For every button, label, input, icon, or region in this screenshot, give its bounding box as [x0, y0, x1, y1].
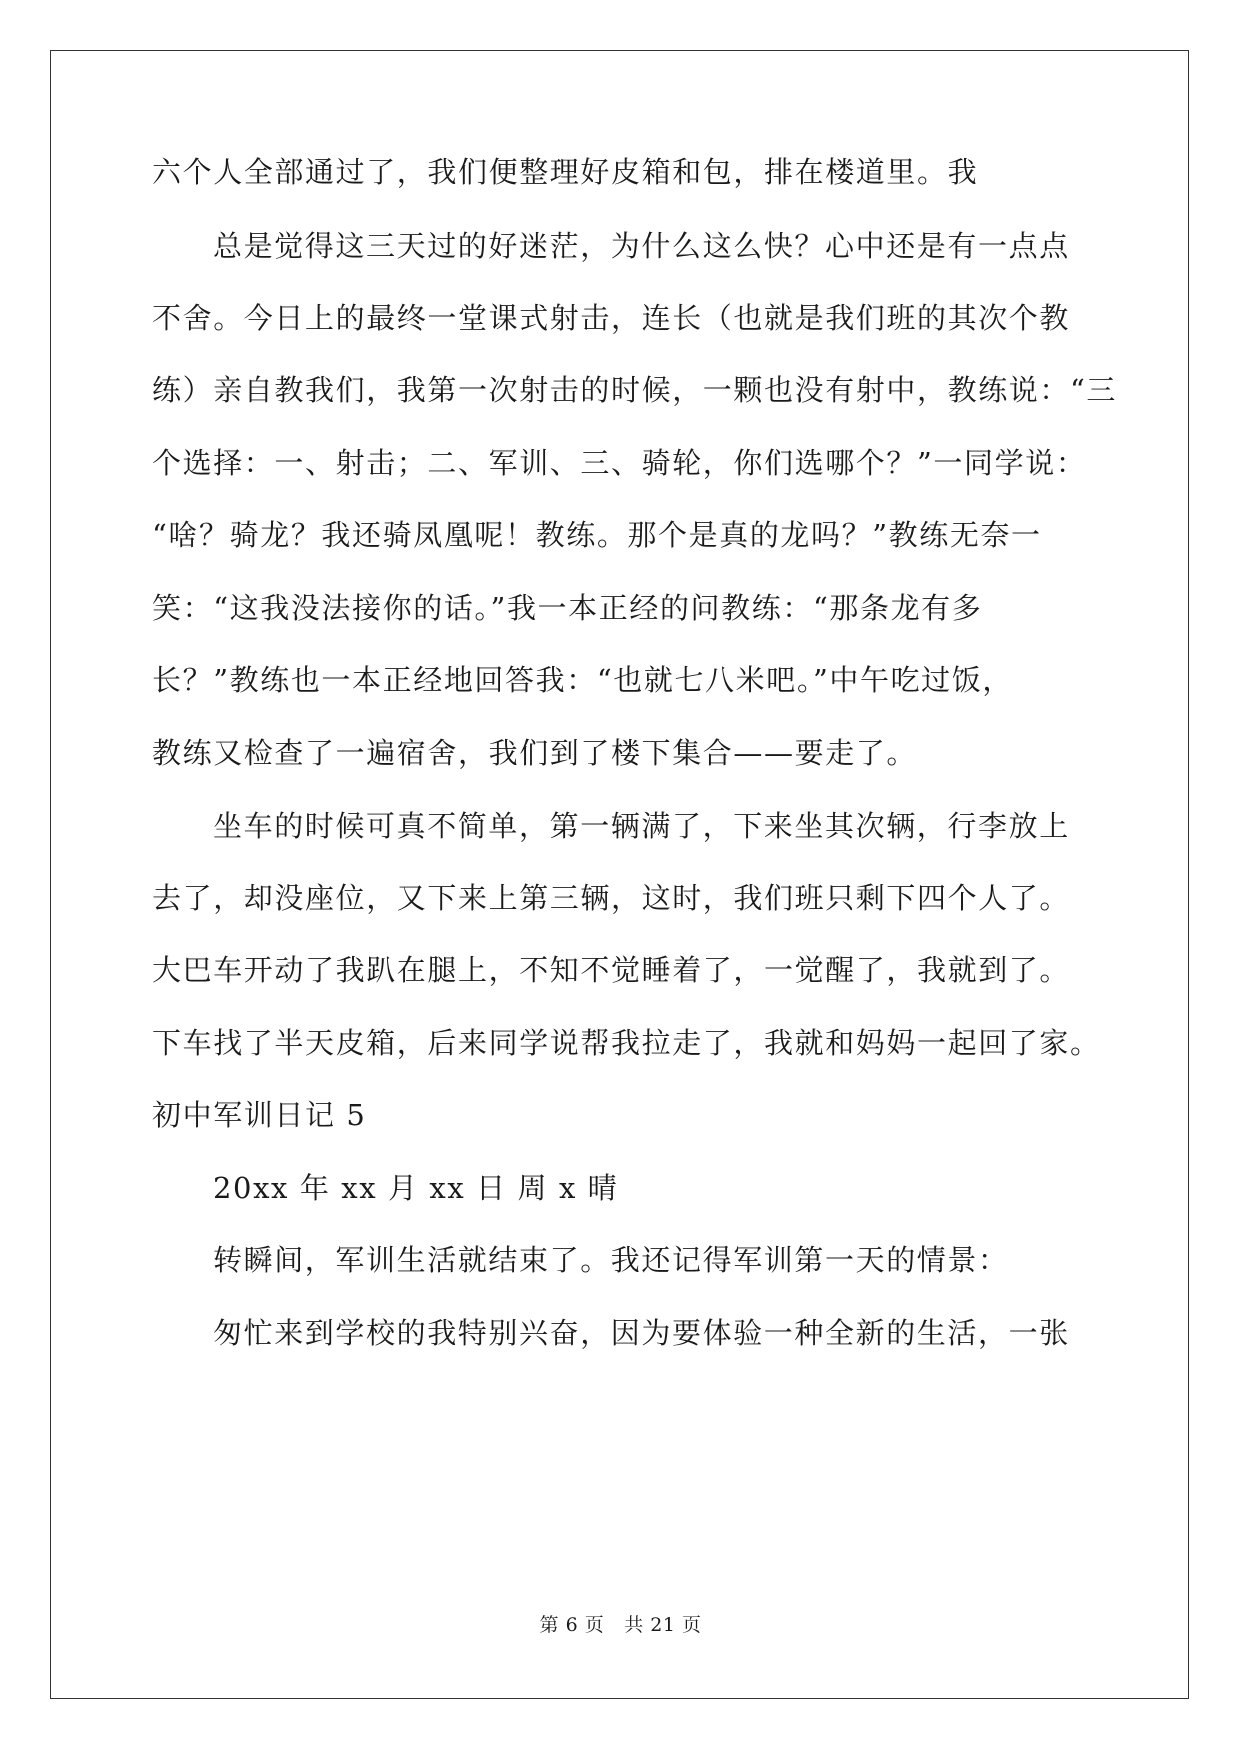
text-line: 练）亲自教我们，我第一次射击的时候，一颗也没有射中，教练说：“三 — [152, 373, 1118, 407]
paragraph-line: 匆忙来到学校的我特别兴奋，因为要体验一种全新的生活，一张 — [213, 1316, 1070, 1350]
text-line: 六个人全部通过了，我们便整理好皮箱和包，排在楼道里。我 — [152, 155, 979, 189]
text-line: “啥？骑龙？我还骑凤凰呢！教练。那个是真的龙吗？”教练无奈一 — [152, 518, 1042, 552]
text-line: 不舍。今日上的最终一堂课式射击，连长（也就是我们班的其次个教 — [152, 301, 1071, 335]
text-line: 长？”教练也一本正经地回答我：“也就七八米吧。”中午吃过饭， — [152, 663, 1013, 697]
text-line: 去了，却没座位，又下来上第三辆，这时，我们班只剩下四个人了。 — [152, 881, 1071, 915]
text-line: 下车找了半天皮箱，后来同学说帮我拉走了，我就和妈妈一起回了家。 — [152, 1026, 1101, 1060]
page-total: 共 21 页 — [624, 1614, 702, 1636]
text-line: 教练又检查了一遍宿舍，我们到了楼下集合——要走了。 — [152, 736, 918, 770]
paragraph-line: 总是觉得这三天过的好迷茫，为什么这么快？心中还是有一点点 — [213, 229, 1070, 263]
date-line: 20xx 年 xx 月 xx 日 周 x 晴 — [213, 1171, 619, 1205]
page-footer — [0, 1610, 1241, 1637]
section-heading: 初中军训日记 5 — [152, 1098, 367, 1132]
text-line: 笑：“这我没法接你的话。”我一本正经的问教练：“那条龙有多 — [152, 591, 983, 625]
text-line: 大巴车开动了我趴在腿上，不知不觉睡着了，一觉醒了，我就到了。 — [152, 953, 1071, 987]
page-number: 第 6 页 — [539, 1614, 605, 1636]
paragraph-line: 坐车的时候可真不简单，第一辆满了，下来坐其次辆，行李放上 — [213, 809, 1070, 843]
text-line: 个选择：一、射击；二、军训、三、骑轮，你们选哪个？”一同学说： — [152, 446, 1087, 480]
paragraph-line: 转瞬间，军训生活就结束了。我还记得军训第一天的情景： — [213, 1243, 1009, 1277]
